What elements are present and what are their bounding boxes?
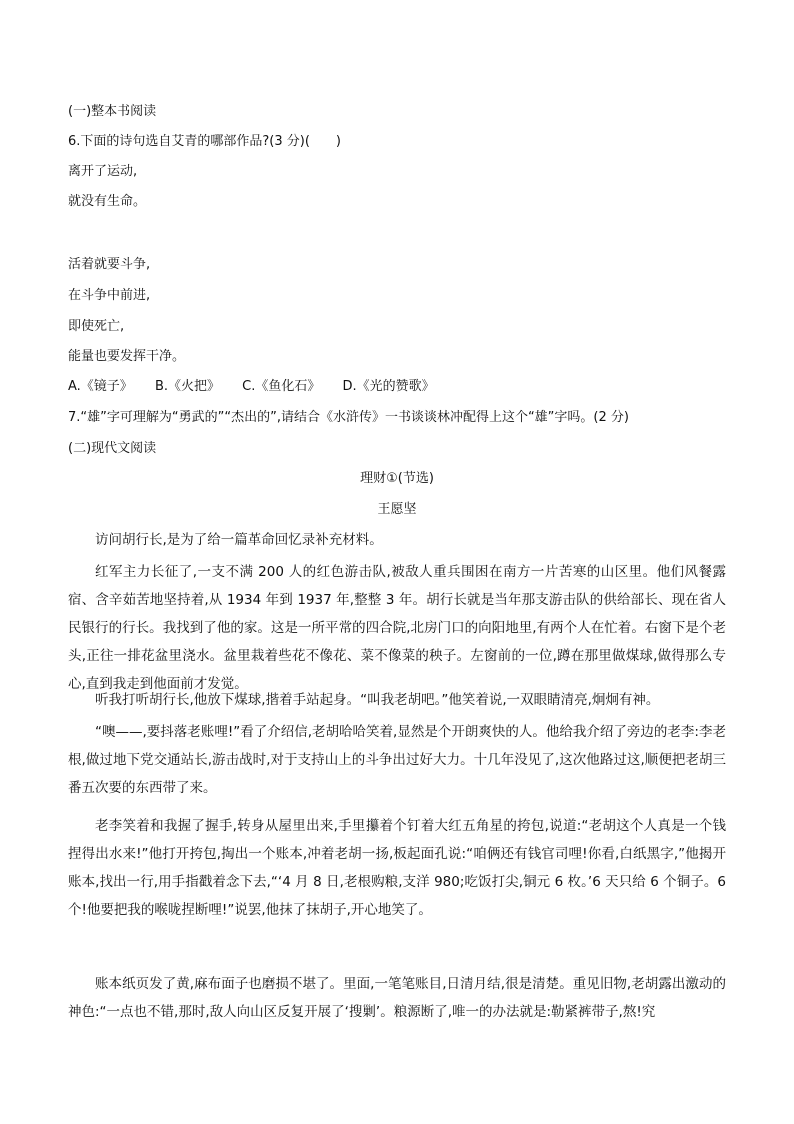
article-paragraph: 红军主力长征了,一支不满 200 人的红色游击队,被敌人重兵围困在南方一片苦寒的山区里。他们风餐露宿、含辛茹苦地坚持着,从 1934 年到 1937 年,整整 3 年。胡行长就是当年那支游击队的供给部长、现在省人民银行的行长。我找到了他的家。这是一所平常的四合院,北房门口的向阳地里,有两个人在忙着。右窗下是个老头,正往一排花盆里浇水。盆里栽着些花不像花、菜不像菜的秧子。左窗前的一位,蹲在那里做煤球,做得那么专心,直到我走到他面前才发觉。 — [68, 564, 726, 692]
article-paragraph: “噢——,要抖落老账哩!”看了介绍信,老胡哈哈笑着,显然是个开朗爽快的人。他给我介绍了旁边的老李:李老根,做过地下党交通站长,游击战时,对于支持山上的斗争出过好大力。十几年没见了,这次他路过这,顺便把老胡三番五次要的东西带了来。 — [68, 724, 726, 796]
poem-line: 即使死亡, — [68, 319, 125, 334]
question-7-prompt: 7.“雄”字可理解为“勇武的”“杰出的”,请结合《水浒传》一书谈谈林冲配得上这个“雄”字吗。(2 分) — [68, 410, 629, 425]
question-6-options — [68, 378, 453, 396]
article-paragraph: 老李笑着和我握了握手,转身从屋里出来,手里攥着个钉着大红五角星的挎包,说道:“老胡这个人真是一个钱捏得出水来!”他打开挎包,掏出一个账本,冲着老胡一扬,板起面孔说:“咱俩还有钱官司哩!你看,白纸黑字,”他揭开账本,找出一行,用手指戳着念下去,“‘4 月 8 日,老根购粮,支洋 980;吃饭打尖,铜元 6 枚。’6 天只给 6 个铜子。6 个!他要把我的喉咙捏断哩!”说罢,他抹了抹胡子,开心地笑了。 — [68, 818, 726, 918]
section-heading-whole-book-reading: (一)整本书阅读 — [68, 104, 157, 119]
section-heading-modern-reading: (二)现代文阅读 — [68, 441, 157, 456]
option-b: B.《火把》 — [154, 379, 221, 394]
poem-line: 离开了运动, — [68, 164, 138, 179]
option-d: D.《光的赞歌》 — [342, 379, 435, 394]
article-title: 理财①(节选) — [360, 471, 434, 486]
option-c: C.《鱼化石》 — [242, 379, 321, 394]
question-6-prompt: 6.下面的诗句选自艾青的哪部作品?(3 分)( ) — [68, 134, 341, 149]
article-paragraph: 账本纸页发了黄,麻布面子也磨损不堪了。里面,一笔笔账目,日清月结,很是清楚。重见旧物,老胡露出激动的神色:“一点也不错,那时,敌人向山区反复开展了‘搜剿’。粮源断了,唯一的办法就是:勒紧裤带子,熬!究 — [68, 976, 726, 1020]
poem-line: 活着就要斗争, — [68, 257, 151, 272]
article-paragraph: 访问胡行长,是为了给一篇革命回忆录补充材料。 — [95, 532, 383, 548]
article-paragraph: 听我打听胡行长,他放下煤球,揩着手站起身。“叫我老胡吧。”他笑着说,一双眼睛清亮,炯炯有神。 — [95, 692, 660, 708]
poem-line: 在斗争中前进, — [68, 288, 151, 303]
article-author: 王愿坚 — [377, 502, 417, 517]
poem-line: 能量也要发挥干净。 — [68, 349, 186, 364]
poem-line: 就没有生命。 — [68, 194, 147, 209]
option-a: A.《镜子》 — [68, 379, 133, 394]
